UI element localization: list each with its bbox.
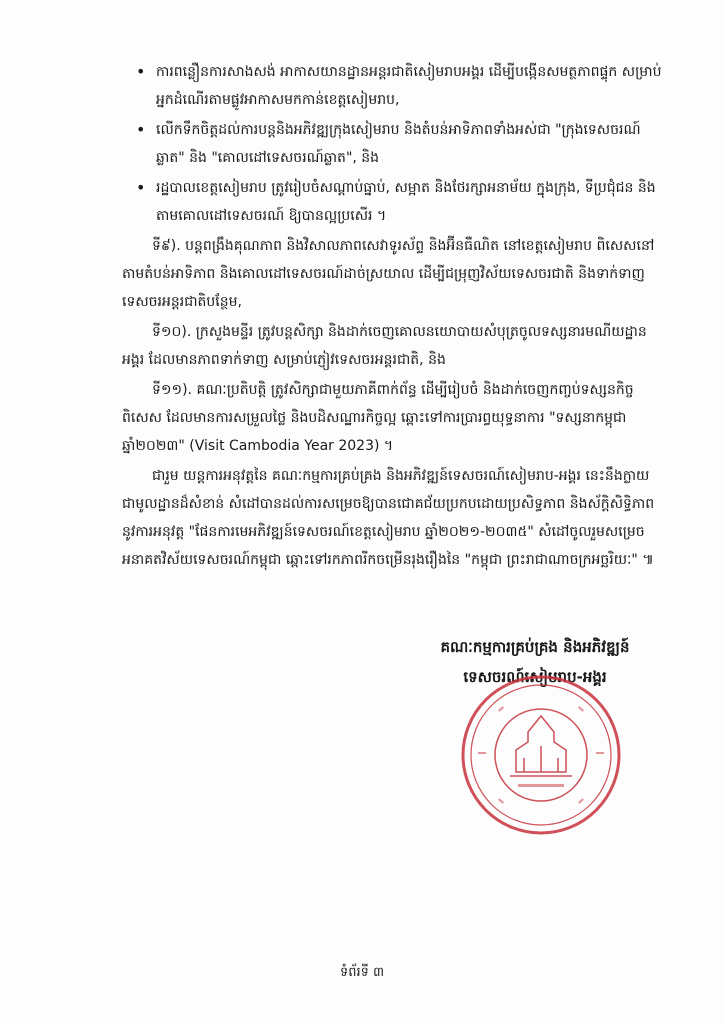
bullet-item-smart-city: • លើកទឹកចិត្តដល់ការបន្តនិងអភិវឌ្ឍក្រុងសៀមរាប និងតំបន់អាទិភាពទាំងអស់ជា "ក្រុងទេសចរណ៍ឆ្លាត" និង "គោលដៅទេសចរណ៍ឆ្លាត", និង xyxy=(156,116,662,172)
signature-line-2: ទេសចរណ៍សៀមរាប-អង្គរ xyxy=(463,668,607,686)
bullet-list xyxy=(122,58,662,230)
paragraph-9: ទី៩). បន្តពង្រឹងគុណភាព និងវិសាលភាពសេវាទូរស័ព្ទ និងអ៊ីនធឺណិត នៅខេត្តសៀមរាប ពិសេសនៅតាមតំបន់អាទិភាព និងគោលដៅទេសចរណ៍ដាច់ស្រយាល ដើម្បីជម្រុញវិស័យទេសចរជាតិ និងទាក់ទាញទេសចរអន្តរជាតិបន្ថែម, xyxy=(122,238,655,310)
official-seal-icon xyxy=(458,672,624,838)
paragraph-11: ទី១១). គណៈប្រតិបត្តិ ត្រូវសិក្សាជាមួយភាគីពាក់ព័ន្ធ ដើម្បីរៀបចំ និងដាក់ចេញកញ្ចប់ទស្សនកិច្ចពិសេស ដែលមានការសម្រួលថ្លៃ និងបដិសណ្ឋារកិច្ចល្អ ឆ្ពោះទៅការប្រារព្ធយុទ្ធនាការ "ទស្សនាកម្ពុជា ឆ្នាំ២០២៣" (Visit Cambodia Year 2023) ។ xyxy=(122,382,634,454)
paragraph-10: ទី១០). ក្រសួងមន្ទីរ ត្រូវបន្តសិក្សា និងដាក់ចេញគោលនយោបាយសំបុត្រចូលទស្សនារមណីយដ្ឋានអង្គរ ដែលមានភាពទាក់ទាញ សម្រាប់ភ្ញៀវទេសចរអន្តរជាតិ, និង xyxy=(122,324,647,368)
bullet-item-sanitation: • រដ្ឋបាលខេត្តសៀមរាប ត្រូវរៀបចំសណ្តាប់ធ្នាប់, សម្អាត និងថែរក្សាអនាម័យ ក្នុងក្រុង, ទីប្រជុំជន និងតាមគោលដៅទេសចរណ៍ ឱ្យបានល្អប្រសើរ ។ xyxy=(156,174,662,230)
page-number: ទំព័រទី ៣ xyxy=(339,965,385,980)
bullet-item-airport: • ការពន្លឿនការសាងសង់ អាកាសយានដ្ឋានអន្តរជាតិសៀមរាបអង្គរ ដើម្បីបង្កើនសមត្ថភាពផ្ទុក សម្រាប់អ្នកដំណើរតាមផ្លូវអាកាសមកកាន់ខេត្តសៀមរាប, xyxy=(156,58,662,114)
signature-line-1: គណៈកម្មការគ្រប់គ្រង និងអភិវឌ្ឍន៍ xyxy=(440,638,630,656)
closing-paragraph: ជារួម យន្តការអនុវត្តនៃ គណៈកម្មការគ្រប់គ្រង និងអភិវឌ្ឍន៍ទេសចរណ៍សៀមរាប-អង្គរ នេះនឹងក្លាយជាមូលដ្ឋានដ៏សំខាន់ សំដៅបានដល់ការសម្រេចឱ្យបានជោគជ័យប្រកបដោយប្រសិទ្ធភាព និងស័ក្តិសិទ្ធិភាព នូវការអនុវត្ត "ផែនការមេអភិវឌ្ឍន៍ទេសចរណ៍ខេត្តសៀមរាប ឆ្នាំ២០២១-២០៣៥" សំដៅចូលរួមសម្រេចអនាគតវិស័យទេសចរណ៍កម្ពុជា ឆ្ពោះទៅរកភាពរីកចម្រើនរុងរឿងនៃ "កម្ពុជា ព្រះរាជាណាចក្រអច្ឆរិយៈ" ៕ xyxy=(122,468,655,568)
document-body xyxy=(122,58,662,576)
